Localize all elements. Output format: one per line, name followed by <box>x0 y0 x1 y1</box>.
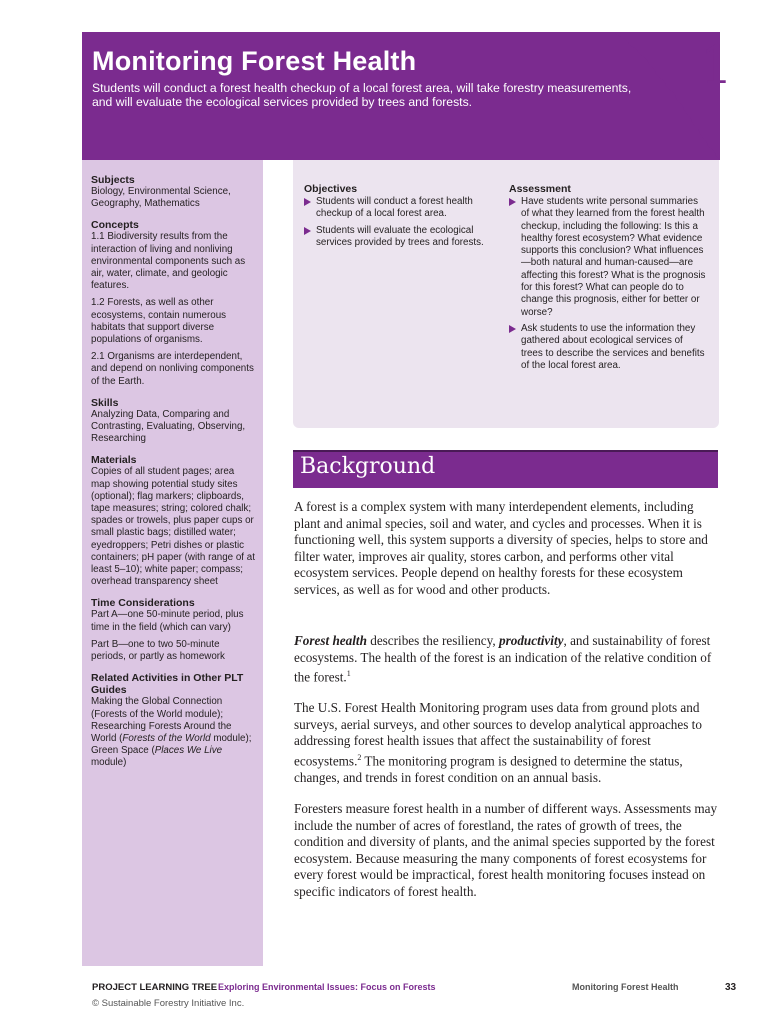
bullet-arrow-icon <box>509 325 516 333</box>
objectives-list <box>304 196 499 253</box>
page-title: Monitoring Forest Health <box>92 46 417 76</box>
list-item: Have students write personal summaries of what they learned from the forest health checkup, including the following: Is this a healthy forest ecosystem? What evidence supports this conclusion? What influences—both natural and human-caused—are affecting this forest? What is the prognosis for this forest? What can people do to change this prognosis, either for better or worse? <box>509 196 707 319</box>
sidebar <box>82 160 263 966</box>
bullet-arrow-icon <box>304 198 311 206</box>
objectives-heading: Objectives <box>304 183 358 195</box>
page-subtitle: Students will conduct a forest health checkup of a local forest area, will take forestry measurements, and will evaluate the ecological services provided by trees and forests. <box>92 81 632 109</box>
materials-heading: Materials <box>91 454 137 467</box>
assessment-heading: Assessment <box>509 183 571 195</box>
background-paragraph-2: Forest health describes the resiliency, productivity, and sustainability of forest ecosystems. The health of the forest is an indication of the relative condition of the forest.$^1$ <box>294 633 712 685</box>
time-item: Part A—one 50-minute period, plus time in the field (which can vary) <box>91 609 244 633</box>
page-number: 33 <box>725 982 737 993</box>
concepts-heading: Concepts <box>91 219 139 232</box>
concept-item: 2.1 Organisms are interdependent, and depend on nonliving components of the Earth. <box>91 351 254 387</box>
concept-item: 1.1 Biodiversity results from the interaction of living and nonliving environmental components such as air, water, climate, and geologic features. <box>91 231 246 292</box>
footer-brand: PROJECT LEARNING TREE <box>92 982 218 993</box>
background-heading: Background <box>300 454 436 479</box>
footer-copyright: © Sustainable Forestry Initiative Inc. <box>92 998 245 1009</box>
related-heading: Related Activities in Other PLT Guides <box>91 672 244 697</box>
assessment-list <box>509 196 707 376</box>
concept-item: 1.2 Forests, as well as other ecosystems, contain numerous habitats that support diverse populations of organisms. <box>91 297 227 346</box>
list-item: Students will evaluate the ecological services provided by trees and forests. <box>304 225 499 250</box>
list-item: Students will conduct a forest health checkup of a local forest area. <box>304 196 499 221</box>
background-paragraph-1: A forest is a complex system with many interdependent elements, including plant and animal species, soil and water, and cycles and processes. When it is functioning well, this system supports a diversity of species, helps to store and filter water, improves air quality, stores carbon, and performs other vital ecosystem services. People depend on healthy forests for these ecosystem services, as well as for wood and other products. <box>294 499 708 597</box>
time-heading: Time Considerations <box>91 597 195 610</box>
bullet-arrow-icon <box>509 198 516 206</box>
background-paragraph-4: Foresters measure forest health in a number of different ways. Assessments may include the number of acres of forestland, the rates of growth of trees, the condition and diversity of plants, and the animal species supported by the forest ecosystem. Because measuring the many components of forest ecosystems for every forest would be impractical, forest health monitoring focuses instead on specific indicators of forest health. <box>294 801 718 899</box>
objectives-assessment-box <box>293 160 719 428</box>
subjects-text: Biology, Environmental Science, Geography, Mathematics <box>91 186 231 210</box>
time-item: Part B—one to two 50-minute periods, or partly as homework <box>91 638 225 663</box>
background-paragraph-3: The U.S. Forest Health Monitoring program uses data from ground plots and surveys, aerial surveys, and other sources to develop analytical approaches to addressing forest health issues that affect the sustainability of forest ecosystems.$^2$ The monitoring program is designed to determine the status, changes, and trends in forest condition on an annual basis. <box>294 700 702 785</box>
subjects-heading: Subjects <box>91 174 135 186</box>
skills-heading: Skills <box>91 396 119 409</box>
skills-text: Analyzing Data, Comparing and Contrasting, Evaluating, Observing, Researching <box>91 408 246 445</box>
bullet-arrow-icon <box>304 227 311 235</box>
footer-activity-title: Monitoring Forest Health <box>572 982 679 992</box>
related-text: Making the Global Connection (Forests of the World module); Researching Forests Around the World (Forests of the World module); Green Space (Places We Live module) <box>91 696 252 769</box>
activity-number: 1 <box>700 36 734 96</box>
materials-text: Copies of all student pages; area map showing potential study sites (optional); flag markers; clipboards, tape measures; string; colored chalk; spades or trowels, plus paper cups or small plastic bags; distilled water; eyedroppers; Petri dishes or plastic containers; pH paper (with range of at least 5–10); white paper; compass; overhead transparency sheet <box>91 466 255 588</box>
list-item: Ask students to use the information they gathered about ecological services of trees to describe the services and benefits of the local forest area. <box>509 323 707 372</box>
footer-book-title: Exploring Environmental Issues: Focus on Forests <box>218 982 436 992</box>
